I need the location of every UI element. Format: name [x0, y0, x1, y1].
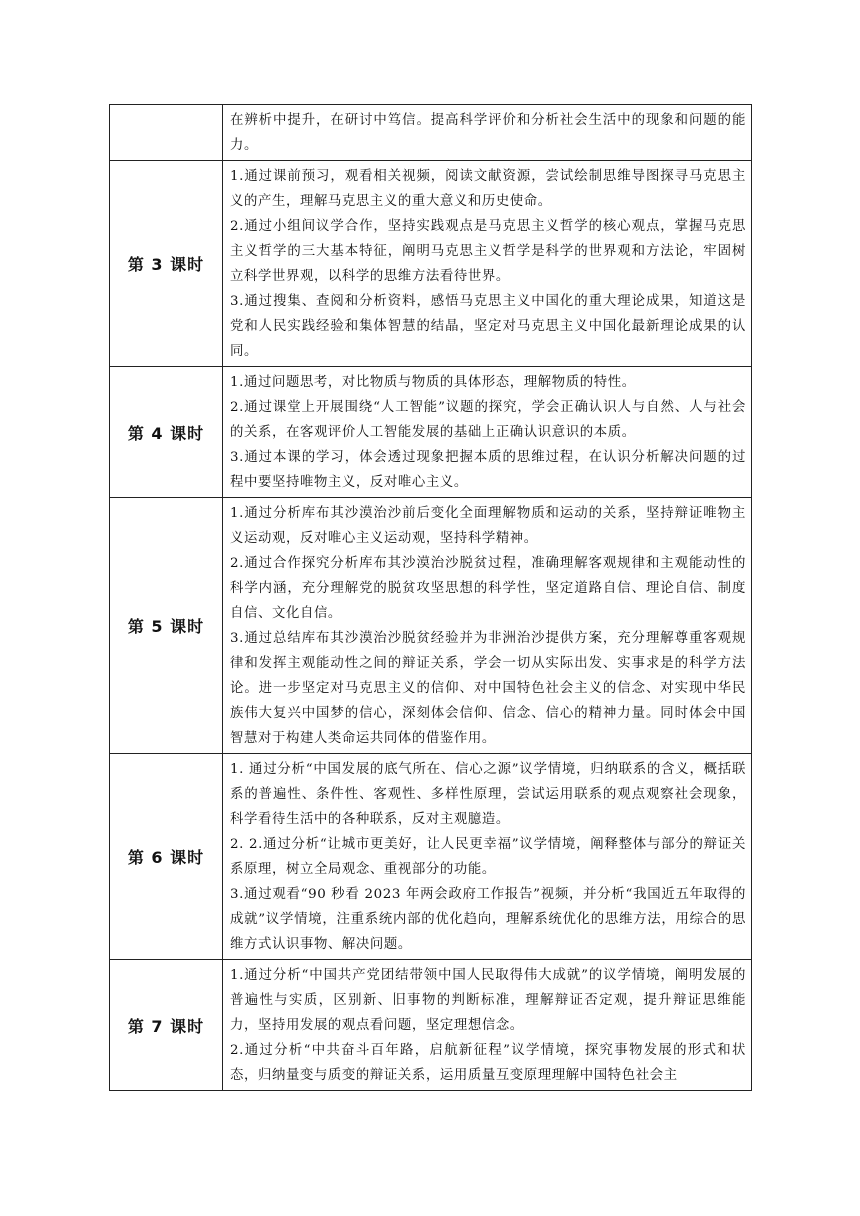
objective-paragraph: 2.通过分析“中共奋斗百年路，启航新征程”议学情境，探究事物发展的形式和状态，归纳量变与质变的辩证关系，运用质量互变原理理解中国特色社会主: [230, 1043, 746, 1083]
objective-paragraph: 2.通过小组间议学合作，坚持实践观点是马克思主义哲学的核心观点，掌握马克思主义哲学的三大基本特征，阐明马克思主义哲学是科学的世界观和方法论，牢固树立科学世界观，以科学的思维方法看待世界。: [230, 219, 746, 284]
objective-paragraph: 1.通过分析库布其沙漠治沙前后变化全面理解物质和运动的关系，坚持辩证唯物主义运动观，反对唯心主义运动观，坚持科学精神。: [230, 506, 746, 546]
objective-paragraph: 3.通过观看“90 秒看 2023 年两会政府工作报告”视频，并分析“我国近五年取得的成就”议学情境，注重系统内部的优化趋向，理解系统优化的思维方法，用综合的思维方式认识事物、解决问题。: [230, 887, 746, 952]
table-row: [110, 367, 752, 498]
lesson-objectives: [223, 367, 752, 498]
lesson-label: 第 5 课时: [110, 498, 223, 754]
lesson-label: 第 6 课时: [110, 754, 223, 960]
lesson-label: 第 7 课时: [110, 960, 223, 1091]
objective-paragraph: 2.通过合作探究分析库布其沙漠治沙脱贫过程，准确理解客观规律和主观能动性的科学内涵，充分理解党的脱贫攻坚思想的科学性，坚定道路自信、理论自信、制度自信、文化自信。: [230, 556, 746, 621]
objective-paragraph: 3.通过总结库布其沙漠治沙脱贫经验并为非洲治沙提供方案，充分理解尊重客观规律和发挥主观能动性之间的辩证关系，学会一切从实际出发、实事求是的科学方法论。进一步坚定对马克思主义的信仰、对中国特色社会主义的信念、对实现中华民族伟大复兴中国梦的信心，深刻体会信仰、信念、信心的精神力量。同时体会中国智慧对于构建人类命运共同体的借鉴作用。: [230, 631, 746, 746]
objective-paragraph: 3.通过本课的学习，体会透过现象把握本质的思维过程，在认识分析解决问题的过程中要坚持唯物主义，反对唯心主义。: [230, 450, 746, 490]
lesson-objectives: [223, 105, 752, 161]
table-body: [110, 105, 752, 1091]
course-objectives-table: [109, 104, 752, 1091]
objective-paragraph: 2.通过课堂上开展围绕“人工智能”议题的探究，学会正确认识人与自然、人与社会的关系，在客观评价人工智能发展的基础上正确认识意识的本质。: [230, 400, 746, 440]
table-row: [110, 105, 752, 161]
lesson-objectives: [223, 960, 752, 1091]
objective-paragraph: 1.通过分析“中国共产党团结带领中国人民取得伟大成就”的议学情境，阐明发展的普遍性与实质，区别新、旧事物的判断标准，理解辩证否定观，提升辩证思维能力，坚持用发展的观点看问题，坚定理想信念。: [230, 968, 746, 1033]
lesson-objectives: [223, 754, 752, 960]
lesson-label: 第 4 课时: [110, 367, 223, 498]
objective-paragraph: 1. 通过分析“中国发展的底气所在、信心之源”议学情境，归纳联系的含义，概括联系的普遍性、条件性、客观性、多样性原理，尝试运用联系的观点观察社会现象，科学看待生活中的各种联系，反对主观臆造。: [230, 762, 746, 827]
table-row: [110, 960, 752, 1091]
lesson-label: [110, 105, 223, 161]
table-row: [110, 498, 752, 754]
table-row: [110, 754, 752, 960]
objective-paragraph: 在辨析中提升，在研讨中笃信。提高科学评价和分析社会生活中的现象和问题的能力。: [230, 113, 746, 153]
objective-paragraph: 3.通过搜集、查阅和分析资料，感悟马克思主义中国化的重大理论成果，知道这是党和人民实践经验和集体智慧的结晶，坚定对马克思主义中国化最新理论成果的认同。: [230, 294, 746, 359]
table-row: [110, 161, 752, 367]
objective-paragraph: 1.通过课前预习，观看相关视频，阅读文献资源，尝试绘制思维导图探寻马克思主义的产生，理解马克思主义的重大意义和历史使命。: [230, 169, 746, 209]
lesson-objectives: [223, 161, 752, 367]
lesson-label: 第 3 课时: [110, 161, 223, 367]
lesson-objectives: [223, 498, 752, 754]
objective-paragraph: 1.通过问题思考，对比物质与物质的具体形态，理解物质的特性。: [230, 375, 636, 390]
objective-paragraph: 2. 2.通过分析“让城市更美好，让人民更幸福”议学情境，阐释整体与部分的辩证关系原理，树立全局观念、重视部分的功能。: [230, 837, 746, 877]
